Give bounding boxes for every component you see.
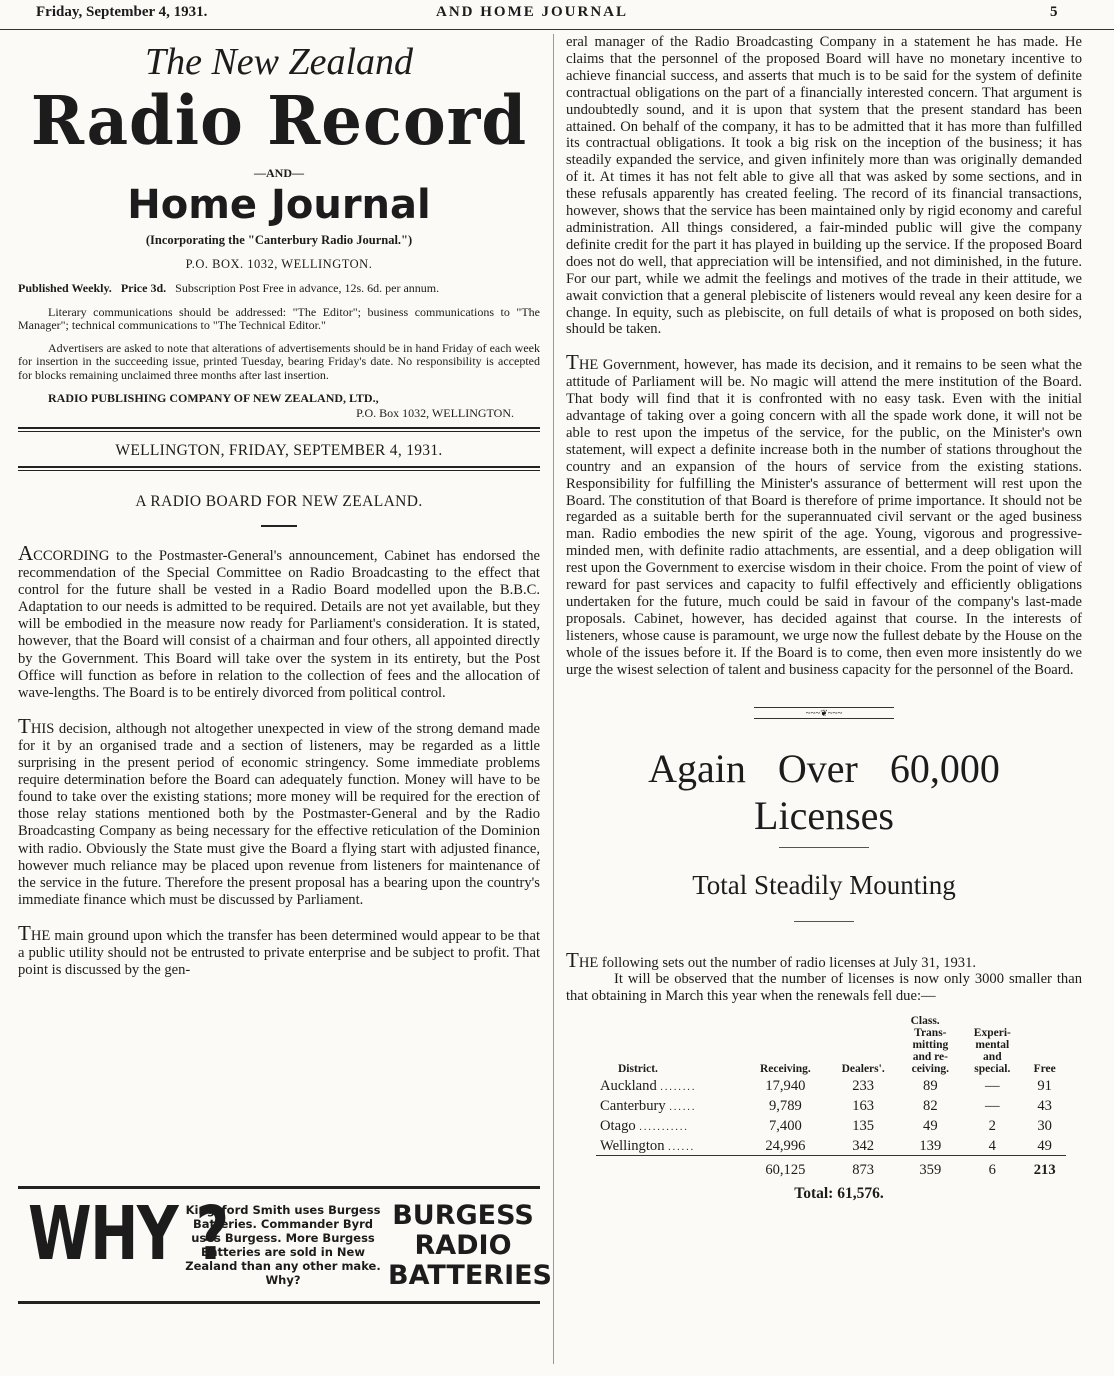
article-paragraph-3 xyxy=(18,920,540,979)
drop-cap: T xyxy=(566,350,579,375)
cell-transmitting: 89 xyxy=(923,1078,938,1095)
licenses-intro-2: It will be observed that the number of licenses is now only 3000 smaller than that obtaining in March this year when the renewals fell due:— xyxy=(566,971,1082,1005)
table-row xyxy=(596,1115,1066,1135)
cell-free: 91 xyxy=(1037,1078,1052,1095)
cell-receiving: 9,789 xyxy=(768,1098,802,1115)
article-headline: A RADIO BOARD FOR NEW ZEALAND. xyxy=(135,493,423,510)
table-row xyxy=(596,1075,1066,1095)
cell-dealers: 135 xyxy=(852,1118,875,1135)
ornament-divider: ~~~❦~~~ xyxy=(754,707,894,719)
paragraph-text: HIS decision, although not altogether unexpected in view of the strong demand made for it by an organised trade and a section of listeners, may be regarded as a little surprising in the present period of economic stringency. Some immediate problems require determination before the Board can adequately function. Money will have to be found to take over the existing stations; more money will be required for the erection of those relay stations mentioned both by the Postmaster-General and by the Radio Broadcasting Company as being necessary for the effective reticulation of the Dominion with radio. Obviously the State must give the Board a flying start with adjusted finance, however much reliance may be placed upon revenue from listeners for maintenance of the service in the future. Therefore the present proposal has a bearing upon the country's immediate finance which must be discussed by Parliament. xyxy=(18,720,540,908)
licenses-title: Again Over 60,000 Licenses xyxy=(648,745,1000,838)
article-paragraph-5 xyxy=(566,350,1082,678)
paragraph-text: HE following sets out the number of radio licenses at July 31, 1931. xyxy=(578,954,977,971)
subscription: Subscription Post Free in advance, 12s. 6d. per annum. xyxy=(175,281,440,295)
paragraph-text: HE main ground upon which the transfer has been determined would appear to be that a public utility should not be entrusted to private enterprise and be subject to profit. That point is discussed by the gen- xyxy=(18,927,540,979)
rule xyxy=(18,427,540,432)
drop-cap: T xyxy=(18,920,31,945)
table-row xyxy=(596,1095,1066,1115)
ad-text: Kingsford Smith uses Burgess Batteries. Commander Byrd uses Burgess. More Burgess Batteries are sold in New Zealand than any other make. Why? xyxy=(185,1203,381,1287)
cell-transmitting: 139 xyxy=(919,1137,942,1154)
header-free: Free xyxy=(1033,1063,1056,1076)
running-head-title: AND HOME JOURNAL xyxy=(436,4,628,20)
total-transmitting: 359 xyxy=(899,1155,961,1179)
page-number: 5 xyxy=(1050,4,1058,20)
ad-why: WHY ? xyxy=(28,1191,228,1277)
advertisers-notice: Advertisers are asked to note that alterations of advertisements should be in hand Friday of each week for insertion in the succeeding issue, printed Tuesday, bearing Friday's date. No responsibility is accepted for blocks remaining unclaimed three months after last insertion. xyxy=(18,340,540,382)
cell-free: 49 xyxy=(1037,1137,1052,1154)
licenses-table xyxy=(596,1007,1066,1179)
header-experimental: Experi- mental and special. xyxy=(973,1027,1011,1076)
header-dealers: Dealers'. xyxy=(841,1063,885,1076)
drop-cap: A xyxy=(18,541,34,565)
drop-cap: T xyxy=(566,947,579,972)
leader-dots: ........ xyxy=(660,1082,697,1094)
total-dealers: 873 xyxy=(827,1155,899,1179)
masthead-title: Radio Record xyxy=(30,82,528,161)
masthead-subtitle: Home Journal xyxy=(127,182,431,228)
table-row xyxy=(596,1135,1066,1155)
column-divider xyxy=(553,34,554,1364)
publication-info xyxy=(18,282,540,296)
class-label: Class. xyxy=(910,1015,940,1028)
ad-brand xyxy=(388,1200,553,1291)
leader-dots: ........... xyxy=(639,1122,689,1134)
drop-cap: T xyxy=(18,713,31,738)
article-paragraph-2 xyxy=(18,713,540,909)
rule xyxy=(261,525,297,527)
totals-row xyxy=(596,1155,1066,1179)
cell-free: 30 xyxy=(1037,1118,1052,1135)
running-head-date: Friday, September 4, 1931. xyxy=(36,4,208,20)
leader-dots: ...... xyxy=(668,1141,696,1153)
cell-experimental: 4 xyxy=(988,1137,996,1154)
total-receiving: 60,125 xyxy=(744,1155,827,1179)
header-transmitting: Trans- mitting and re- ceiving. xyxy=(911,1027,950,1076)
literary-communications: Literary communications should be addressed: "The Editor"; business communications to "The Manager"; technical communications to "The Technical Editor." xyxy=(18,304,540,332)
header-receiving: Receiving. xyxy=(759,1063,811,1076)
masthead-po-box: P.O. BOX. 1032, WELLINGTON. xyxy=(185,257,373,271)
running-head xyxy=(0,0,1114,30)
district-name: Otago xyxy=(600,1118,636,1135)
total-free: 213 xyxy=(1023,1155,1066,1179)
cell-dealers: 342 xyxy=(852,1137,875,1154)
paragraph-text: CCORDING to the Postmaster-General's announcement, Cabinet has endorsed the recommendation of the Special Committee on Radio Broadcasting to the effect that control for the future shall be vested in a Radio Board modelled upon the B.B.C. Adaptation to our needs is admitted to be required. Details are not yet available, but they will be embodied in the measure now ready for Parliament's consideration. It is stated, however, that the Board will consist of a chairman and four others, all appointed directly by the Government. This Board will take over the system in its entirety, but the Post Office will function as before in relation to the collection of fees and the allocation of wave-lengths. The Board is to be entirely divorced from political control. xyxy=(18,548,540,701)
licenses-subtitle: Total Steadily Mounting xyxy=(692,869,956,900)
burgess-advertisement xyxy=(18,1186,553,1304)
publisher-address: P.O. Box 1032, WELLINGTON. xyxy=(356,406,514,420)
district-name: Wellington xyxy=(600,1137,665,1154)
right-column xyxy=(566,34,1082,1203)
district-name: Canterbury xyxy=(600,1098,666,1115)
cell-dealers: 163 xyxy=(852,1098,875,1115)
leader-dots: ...... xyxy=(669,1102,697,1114)
rule xyxy=(779,847,869,848)
published-weekly: Published Weekly. xyxy=(18,281,112,295)
article-paragraph-1 xyxy=(18,541,540,702)
cell-transmitting: 49 xyxy=(923,1118,938,1135)
ad-brand-line-1: BURGESS xyxy=(392,1200,534,1231)
left-column xyxy=(18,34,540,995)
article-paragraph-4: eral manager of the Radio Broadcasting Company in a statement he has made. He claims that the personnel of the proposed Board will have no monetary incentive to achieve financial success, and asserts that much is to be said for the system of definite contractual obligations on the part of a financially interested concern. That argument is undoubtedly sound, and it is upon that system that the present standard has been attained. On behalf of the company, it has to be admitted that it has more than fulfilled its contractual obligations. It took a big risk on the inception of the business; it has steadily expanded the service, and given infinitely more than was originally demanded of it. At times it has not felt able to give all that was asked by some sections, and in these refusals apparently has created feeling. The record of its financial transactions, however, shows that the service has been maintained only by rigid economy and careful administration. All things considered, a fair-minded public will give the company definite credit for the part it has played in building up the service. If the proposed Board does not do well, that appreciation will be intensified, and not diminished, in the future. For our part, while we admit the feelings and motives of the trade in their attitude, we await conviction that a general plebiscite of listeners would reveal any keen desire for a change. In equity, such as plebiscite, on full details of what is proposed on both sides, should be taken. xyxy=(566,34,1082,338)
cell-experimental: — xyxy=(985,1078,1000,1095)
masthead-line-1: The New Zealand xyxy=(144,41,414,83)
cell-receiving: 17,940 xyxy=(765,1078,806,1095)
cell-free: 43 xyxy=(1037,1098,1052,1115)
licenses-intro xyxy=(566,947,1082,972)
publisher-name: RADIO PUBLISHING COMPANY OF NEW ZEALAND, LTD., xyxy=(48,391,379,405)
ad-brand-line-2: RADIO xyxy=(414,1230,512,1261)
rule xyxy=(794,921,854,922)
price: Price 3d. xyxy=(120,281,167,295)
district-name: Auckland xyxy=(600,1078,657,1095)
cell-dealers: 233 xyxy=(852,1078,875,1095)
cell-receiving: 24,996 xyxy=(765,1137,806,1154)
cell-transmitting: 82 xyxy=(923,1098,938,1115)
cell-experimental: — xyxy=(985,1098,1000,1115)
cell-experimental: 2 xyxy=(988,1118,996,1135)
header-district: District. xyxy=(618,1063,658,1076)
total-experimental: 6 xyxy=(961,1155,1023,1179)
masthead-and: —AND— xyxy=(254,166,304,180)
cell-receiving: 7,400 xyxy=(768,1118,802,1135)
paragraph-text: HE Government, however, has made its decision, and it remains to be seen what the attitude of Parliament will be. No magic will attend the mere institution of the Board. That body will find that it is confronted with no easy task. Even with the initial advantage of taking over a going concern with all the spade work done, it will not be able to rest upon the impetus of the service, for the public, on the Minister's own statement, will expect a definite increase both in the number of stations throughout the country and an expansion of the hours of service from the existing stations. Responsibility for fulfilling the Minister's assurance of betterment will rest upon the Board. The constitution of that Board is therefore of prime importance. It should not be regarded as a suitable berth for the superannuated civil servant or the aged business man. Radio embodies the new spirit of the age. Young, vigorous and progressive-minded men, with definite radio attachments, are essential, and a deep obligation will rest upon the Government to exercise wisdom in their choice. From the point of view of reward for past services and capacity to fulfil effectively and efficiently obligations undertaken for the future, much could be said in favour of the company's last-made proposals. Cabinet, however, has decided against that course. In the interests of listeners, whose cause is paramount, we urge now the fullest debate by the House on the whole of the issues before it. If the Board is to come, then even more insistently do we urge the wisest selection of talent and business capacity for the personnel of the Board. xyxy=(566,357,1082,678)
ad-brand-line-3: BATTERIES xyxy=(388,1260,553,1291)
masthead-incorporating: (Incorporating the "Canterbury Radio Journal.") xyxy=(145,233,413,247)
dateline: WELLINGTON, FRIDAY, SEPTEMBER 4, 1931. xyxy=(115,442,443,459)
rule xyxy=(18,466,540,471)
grand-total: Total: 61,576. xyxy=(794,1184,884,1202)
